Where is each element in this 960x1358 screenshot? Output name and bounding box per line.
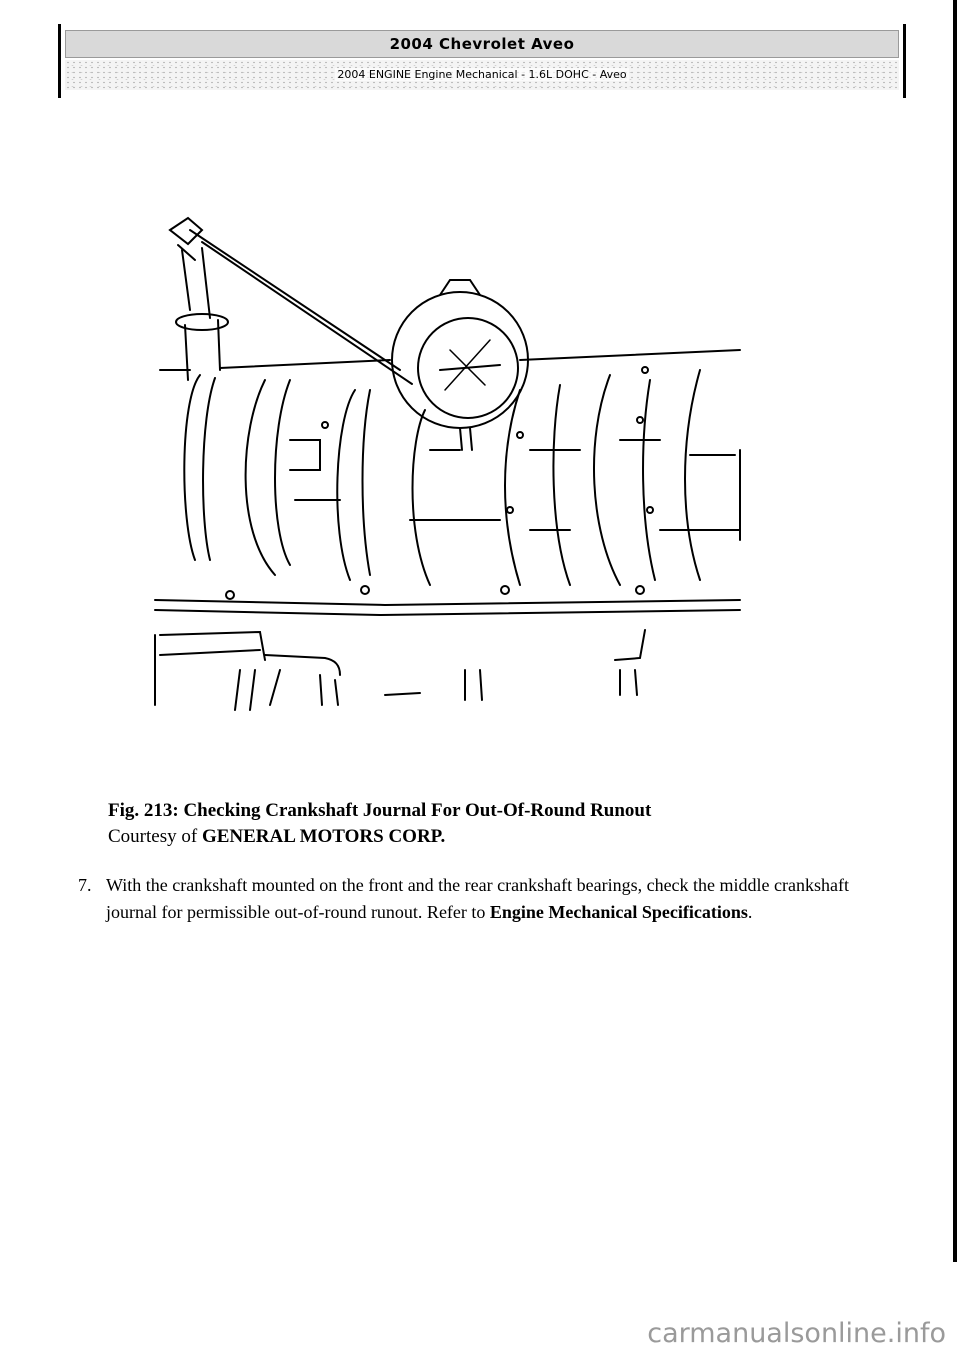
lower-ribs-3 — [385, 670, 482, 700]
dial-needle — [445, 340, 490, 390]
journal-1 — [184, 375, 215, 560]
journal-5 — [505, 385, 570, 585]
bolt-hole — [636, 586, 644, 594]
figure-caption-block — [108, 798, 868, 850]
site-watermark: carmanualsonline.info — [647, 1318, 946, 1349]
journal-4 — [413, 410, 431, 585]
journal-6 — [594, 375, 655, 585]
lower-ribs — [235, 670, 280, 710]
crankcase-rail — [155, 600, 740, 615]
journal-7 — [685, 370, 740, 580]
swivel-clamp — [170, 218, 202, 260]
bolt-hole — [226, 591, 234, 599]
lower-ribs-2 — [320, 675, 338, 705]
header-subtitle-text: 2004 ENGINE Engine Mechanical - 1.6L DOHC - Aveo — [337, 68, 627, 81]
courtesy-company: GENERAL MOTORS CORP. — [201, 826, 446, 847]
spec-reference-link[interactable]: Engine Mechanical Specifications — [489, 902, 748, 922]
bearing-lower-lines — [295, 500, 740, 530]
indicator-arm — [190, 230, 412, 384]
block-top-edge — [160, 350, 740, 370]
header-subtitle — [65, 60, 899, 90]
step-body: With the crankshaft mounted on the front and the rear crankshaft bearings, check the middle crankshaft journal for permissible out-of-round runout. Refer to — [106, 875, 849, 922]
lower-block-left — [155, 632, 265, 705]
page-header — [58, 24, 906, 98]
journal-3 — [337, 390, 370, 580]
right-margin-rule — [953, 0, 957, 1262]
journal-2 — [246, 380, 290, 575]
bolt-hole — [637, 417, 643, 423]
procedure-step — [78, 872, 888, 926]
figure-caption: Fig. 213: Checking Crankshaft Journal For Out-Of-Round Runout — [108, 800, 652, 821]
lower-block-contour — [265, 655, 340, 675]
lower-block-right — [615, 630, 645, 695]
figure-courtesy — [108, 824, 868, 850]
dial-plunger — [460, 428, 472, 450]
step-number: 7. — [78, 875, 92, 895]
step-end: . — [747, 902, 753, 922]
bolt-hole — [517, 432, 523, 438]
crankshaft-runout-illustration — [140, 200, 750, 720]
bolt-hole — [642, 367, 648, 373]
bolt-hole — [507, 507, 513, 513]
bearing-cap-lines — [290, 440, 735, 470]
bolt-hole — [647, 507, 653, 513]
bolt-hole — [322, 422, 328, 428]
stand-post-top — [176, 314, 228, 330]
header-title: 2004 Chevrolet Aveo — [65, 30, 899, 58]
bolt-hole — [361, 586, 369, 594]
stand-rod — [182, 248, 210, 318]
bolt-hole — [501, 586, 509, 594]
step-text — [106, 872, 888, 926]
courtesy-prefix: Courtesy of — [108, 826, 198, 847]
